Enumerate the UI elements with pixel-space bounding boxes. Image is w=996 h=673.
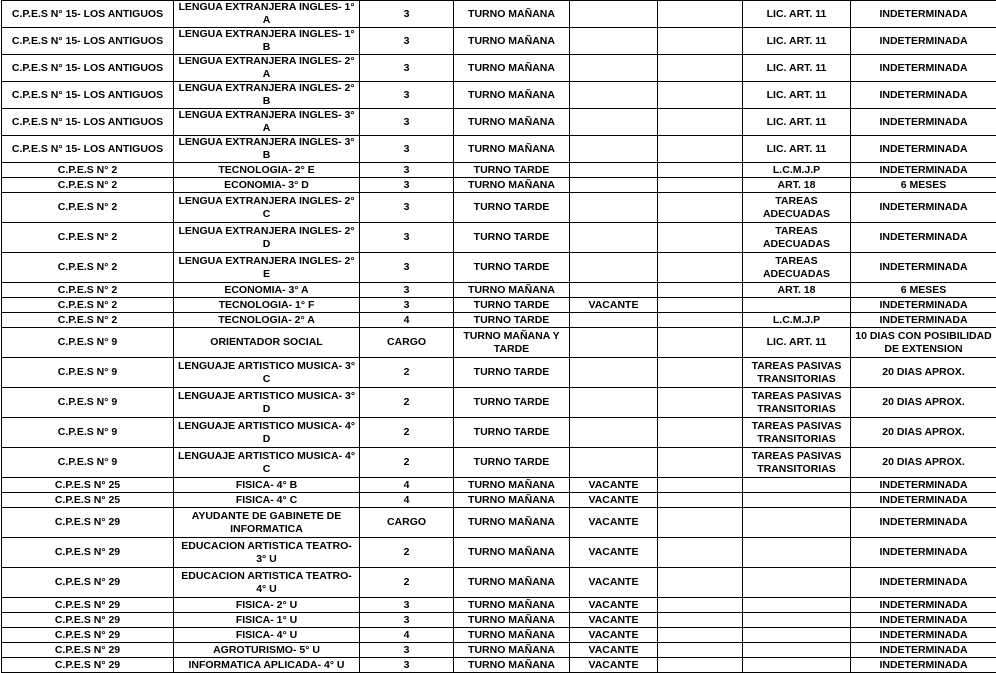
hours-cell: CARGO	[360, 328, 454, 358]
shift-cell: TURNO TARDE	[454, 388, 570, 418]
table-row	[2, 109, 996, 136]
duration-cell: INDETERMINADA	[851, 82, 996, 109]
subject-cell: LENGUAJE ARTISTICO MUSICA- 3° D	[174, 388, 360, 418]
table-row	[2, 568, 996, 598]
subject-cell: EDUCACION ARTISTICA TEATRO- 3° U	[174, 538, 360, 568]
subject-cell: LENGUAJE ARTISTICO MUSICA- 4° C	[174, 448, 360, 478]
reason-cell	[743, 508, 851, 538]
status-cell	[570, 82, 658, 109]
duration-cell: INDETERMINADA	[851, 1, 996, 28]
blank-cell	[658, 508, 743, 538]
blank-cell	[658, 448, 743, 478]
reason-cell	[743, 658, 851, 673]
hours-cell: 3	[360, 109, 454, 136]
shift-cell: TURNO MAÑANA	[454, 28, 570, 55]
subject-cell: FISICA- 2° U	[174, 598, 360, 613]
blank-cell	[658, 598, 743, 613]
status-cell: VACANTE	[570, 658, 658, 673]
reason-cell: ART. 18	[743, 283, 851, 298]
hours-cell: 4	[360, 628, 454, 643]
blank-cell	[658, 1, 743, 28]
hours-cell: 4	[360, 478, 454, 493]
subject-cell: LENGUA EXTRANJERA INGLES- 1° B	[174, 28, 360, 55]
status-cell	[570, 193, 658, 223]
status-cell	[570, 1, 658, 28]
subject-cell: FISICA- 4° B	[174, 478, 360, 493]
school-cell: C.P.E.S N° 2	[2, 283, 174, 298]
reason-cell: LIC. ART. 11	[743, 28, 851, 55]
blank-cell	[658, 328, 743, 358]
school-cell: C.P.E.S N° 25	[2, 478, 174, 493]
reason-cell: LIC. ART. 11	[743, 82, 851, 109]
hours-cell: 3	[360, 193, 454, 223]
table-row	[2, 658, 996, 673]
shift-cell: TURNO TARDE	[454, 358, 570, 388]
status-cell	[570, 253, 658, 283]
status-cell	[570, 55, 658, 82]
school-cell: C.P.E.S N° 29	[2, 568, 174, 598]
blank-cell	[658, 109, 743, 136]
status-cell: VACANTE	[570, 613, 658, 628]
hours-cell: 3	[360, 28, 454, 55]
hours-cell: 2	[360, 568, 454, 598]
school-cell: C.P.E.S N° 2	[2, 193, 174, 223]
shift-cell: TURNO MAÑANA	[454, 568, 570, 598]
shift-cell: TURNO TARDE	[454, 298, 570, 313]
status-cell	[570, 283, 658, 298]
hours-cell: 4	[360, 493, 454, 508]
blank-cell	[658, 55, 743, 82]
school-cell: C.P.E.S N° 15- LOS ANTIGUOS	[2, 55, 174, 82]
status-cell	[570, 388, 658, 418]
reason-cell: L.C.M.J.P	[743, 313, 851, 328]
shift-cell: TURNO TARDE	[454, 253, 570, 283]
status-cell: VACANTE	[570, 538, 658, 568]
table-row	[2, 163, 996, 178]
table-row	[2, 328, 996, 358]
blank-cell	[658, 493, 743, 508]
subject-cell: LENGUA EXTRANJERA INGLES- 2° D	[174, 223, 360, 253]
table-row	[2, 613, 996, 628]
reason-cell: LIC. ART. 11	[743, 55, 851, 82]
blank-cell	[658, 313, 743, 328]
reason-cell: TAREAS PASIVAS TRANSITORIAS	[743, 388, 851, 418]
school-cell: C.P.E.S N° 9	[2, 448, 174, 478]
duration-cell: INDETERMINADA	[851, 628, 996, 643]
duration-cell: INDETERMINADA	[851, 508, 996, 538]
school-cell: C.P.E.S N° 2	[2, 223, 174, 253]
subject-cell: TECNOLOGIA- 1° F	[174, 298, 360, 313]
reason-cell	[743, 478, 851, 493]
duration-cell: INDETERMINADA	[851, 109, 996, 136]
table-row	[2, 298, 996, 313]
subject-cell: LENGUA EXTRANJERA INGLES- 3° A	[174, 109, 360, 136]
reason-cell: TAREAS ADECUADAS	[743, 193, 851, 223]
school-cell: C.P.E.S N° 2	[2, 298, 174, 313]
status-cell	[570, 109, 658, 136]
shift-cell: TURNO MAÑANA	[454, 658, 570, 673]
school-cell: C.P.E.S N° 15- LOS ANTIGUOS	[2, 28, 174, 55]
duration-cell: INDETERMINADA	[851, 493, 996, 508]
blank-cell	[658, 298, 743, 313]
school-cell: C.P.E.S N° 29	[2, 598, 174, 613]
school-cell: C.P.E.S N° 2	[2, 178, 174, 193]
blank-cell	[658, 163, 743, 178]
status-cell	[570, 418, 658, 448]
reason-cell: TAREAS PASIVAS TRANSITORIAS	[743, 358, 851, 388]
duration-cell: INDETERMINADA	[851, 658, 996, 673]
blank-cell	[658, 643, 743, 658]
table-body	[2, 1, 996, 673]
subject-cell: AGROTURISMO- 5° U	[174, 643, 360, 658]
duration-cell: 20 DIAS APROX.	[851, 388, 996, 418]
blank-cell	[658, 418, 743, 448]
blank-cell	[658, 538, 743, 568]
shift-cell: TURNO TARDE	[454, 223, 570, 253]
hours-cell: 3	[360, 253, 454, 283]
shift-cell: TURNO MAÑANA	[454, 478, 570, 493]
reason-cell	[743, 568, 851, 598]
duration-cell: INDETERMINADA	[851, 613, 996, 628]
shift-cell: TURNO MAÑANA	[454, 109, 570, 136]
hours-cell: 3	[360, 223, 454, 253]
table-row	[2, 82, 996, 109]
table-row	[2, 508, 996, 538]
subject-cell: AYUDANTE DE GABINETE DE INFORMATICA	[174, 508, 360, 538]
reason-cell: LIC. ART. 11	[743, 328, 851, 358]
reason-cell: LIC. ART. 11	[743, 1, 851, 28]
vacancy-table	[1, 0, 996, 673]
shift-cell: TURNO MAÑANA	[454, 55, 570, 82]
blank-cell	[658, 136, 743, 163]
school-cell: C.P.E.S N° 29	[2, 643, 174, 658]
status-cell	[570, 178, 658, 193]
hours-cell: 3	[360, 136, 454, 163]
subject-cell: INFORMATICA APLICADA- 4° U	[174, 658, 360, 673]
table-row	[2, 493, 996, 508]
table-row	[2, 643, 996, 658]
duration-cell: INDETERMINADA	[851, 193, 996, 223]
school-cell: C.P.E.S N° 15- LOS ANTIGUOS	[2, 82, 174, 109]
status-cell: VACANTE	[570, 508, 658, 538]
shift-cell: TURNO MAÑANA	[454, 1, 570, 28]
school-cell: C.P.E.S N° 29	[2, 508, 174, 538]
reason-cell	[743, 298, 851, 313]
hours-cell: 2	[360, 448, 454, 478]
shift-cell: TURNO MAÑANA	[454, 82, 570, 109]
school-cell: C.P.E.S N° 15- LOS ANTIGUOS	[2, 136, 174, 163]
table-row	[2, 1, 996, 28]
subject-cell: FISICA- 4° U	[174, 628, 360, 643]
hours-cell: 3	[360, 1, 454, 28]
blank-cell	[658, 613, 743, 628]
subject-cell: TECNOLOGIA- 2° A	[174, 313, 360, 328]
duration-cell: 6 MESES	[851, 283, 996, 298]
shift-cell: TURNO MAÑANA	[454, 493, 570, 508]
blank-cell	[658, 388, 743, 418]
shift-cell: TURNO MAÑANA	[454, 283, 570, 298]
hours-cell: 2	[360, 388, 454, 418]
duration-cell: 20 DIAS APROX.	[851, 418, 996, 448]
shift-cell: TURNO TARDE	[454, 163, 570, 178]
hours-cell: 2	[360, 538, 454, 568]
school-cell: C.P.E.S N° 29	[2, 613, 174, 628]
duration-cell: INDETERMINADA	[851, 598, 996, 613]
table-row	[2, 193, 996, 223]
table-row	[2, 223, 996, 253]
duration-cell: INDETERMINADA	[851, 136, 996, 163]
table-row	[2, 178, 996, 193]
subject-cell: EDUCACION ARTISTICA TEATRO- 4° U	[174, 568, 360, 598]
status-cell	[570, 28, 658, 55]
blank-cell	[658, 358, 743, 388]
school-cell: C.P.E.S N° 15- LOS ANTIGUOS	[2, 109, 174, 136]
table-row	[2, 313, 996, 328]
hours-cell: 2	[360, 358, 454, 388]
hours-cell: 2	[360, 418, 454, 448]
shift-cell: TURNO MAÑANA	[454, 136, 570, 163]
school-cell: C.P.E.S N° 9	[2, 358, 174, 388]
hours-cell: 3	[360, 598, 454, 613]
reason-cell	[743, 643, 851, 658]
school-cell: C.P.E.S N° 25	[2, 493, 174, 508]
school-cell: C.P.E.S N° 9	[2, 388, 174, 418]
duration-cell: INDETERMINADA	[851, 538, 996, 568]
status-cell	[570, 223, 658, 253]
table-row	[2, 598, 996, 613]
school-cell: C.P.E.S N° 15- LOS ANTIGUOS	[2, 1, 174, 28]
blank-cell	[658, 223, 743, 253]
table-row	[2, 388, 996, 418]
subject-cell: LENGUA EXTRANJERA INGLES- 2° E	[174, 253, 360, 283]
status-cell: VACANTE	[570, 628, 658, 643]
reason-cell	[743, 628, 851, 643]
duration-cell: INDETERMINADA	[851, 313, 996, 328]
school-cell: C.P.E.S N° 2	[2, 163, 174, 178]
subject-cell: TECNOLOGIA- 2° E	[174, 163, 360, 178]
blank-cell	[658, 82, 743, 109]
status-cell: VACANTE	[570, 478, 658, 493]
subject-cell: LENGUA EXTRANJERA INGLES- 2° B	[174, 82, 360, 109]
subject-cell: LENGUA EXTRANJERA INGLES- 2° A	[174, 55, 360, 82]
reason-cell: L.C.M.J.P	[743, 163, 851, 178]
subject-cell: LENGUA EXTRANJERA INGLES- 3° B	[174, 136, 360, 163]
blank-cell	[658, 253, 743, 283]
subject-cell: ECONOMIA- 3° D	[174, 178, 360, 193]
school-cell: C.P.E.S N° 2	[2, 313, 174, 328]
reason-cell: ART. 18	[743, 178, 851, 193]
duration-cell: INDETERMINADA	[851, 568, 996, 598]
hours-cell: 3	[360, 163, 454, 178]
table-row	[2, 55, 996, 82]
hours-cell: 3	[360, 82, 454, 109]
duration-cell: 20 DIAS APROX.	[851, 358, 996, 388]
reason-cell: TAREAS ADECUADAS	[743, 253, 851, 283]
blank-cell	[658, 658, 743, 673]
shift-cell: TURNO MAÑANA	[454, 613, 570, 628]
table-row	[2, 538, 996, 568]
hours-cell: 3	[360, 298, 454, 313]
school-cell: C.P.E.S N° 29	[2, 538, 174, 568]
blank-cell	[658, 178, 743, 193]
status-cell: VACANTE	[570, 568, 658, 598]
blank-cell	[658, 568, 743, 598]
reason-cell	[743, 598, 851, 613]
status-cell: VACANTE	[570, 598, 658, 613]
table-row	[2, 136, 996, 163]
duration-cell: INDETERMINADA	[851, 223, 996, 253]
reason-cell: LIC. ART. 11	[743, 136, 851, 163]
blank-cell	[658, 28, 743, 55]
subject-cell: LENGUAJE ARTISTICO MUSICA- 3° C	[174, 358, 360, 388]
duration-cell: INDETERMINADA	[851, 163, 996, 178]
reason-cell	[743, 493, 851, 508]
blank-cell	[658, 628, 743, 643]
hours-cell: 3	[360, 55, 454, 82]
table-row	[2, 478, 996, 493]
shift-cell: TURNO TARDE	[454, 193, 570, 223]
duration-cell: 20 DIAS APROX.	[851, 448, 996, 478]
table-row	[2, 418, 996, 448]
shift-cell: TURNO TARDE	[454, 448, 570, 478]
duration-cell: 6 MESES	[851, 178, 996, 193]
table-row	[2, 628, 996, 643]
table-row	[2, 253, 996, 283]
subject-cell: LENGUA EXTRANJERA INGLES- 2° C	[174, 193, 360, 223]
school-cell: C.P.E.S N° 29	[2, 658, 174, 673]
hours-cell: 3	[360, 643, 454, 658]
table-row	[2, 358, 996, 388]
hours-cell: CARGO	[360, 508, 454, 538]
duration-cell: INDETERMINADA	[851, 298, 996, 313]
shift-cell: TURNO MAÑANA	[454, 508, 570, 538]
duration-cell: INDETERMINADA	[851, 55, 996, 82]
status-cell	[570, 136, 658, 163]
status-cell	[570, 163, 658, 178]
school-cell: C.P.E.S N° 9	[2, 328, 174, 358]
shift-cell: TURNO MAÑANA	[454, 178, 570, 193]
shift-cell: TURNO TARDE	[454, 418, 570, 448]
status-cell: VACANTE	[570, 643, 658, 658]
reason-cell: LIC. ART. 11	[743, 109, 851, 136]
blank-cell	[658, 478, 743, 493]
reason-cell: TAREAS PASIVAS TRANSITORIAS	[743, 448, 851, 478]
hours-cell: 3	[360, 658, 454, 673]
blank-cell	[658, 193, 743, 223]
subject-cell: LENGUAJE ARTISTICO MUSICA- 4° D	[174, 418, 360, 448]
reason-cell: TAREAS PASIVAS TRANSITORIAS	[743, 418, 851, 448]
school-cell: C.P.E.S N° 9	[2, 418, 174, 448]
hours-cell: 3	[360, 283, 454, 298]
school-cell: C.P.E.S N° 29	[2, 628, 174, 643]
table-row	[2, 28, 996, 55]
subject-cell: ORIENTADOR SOCIAL	[174, 328, 360, 358]
status-cell: VACANTE	[570, 298, 658, 313]
reason-cell	[743, 538, 851, 568]
subject-cell: LENGUA EXTRANJERA INGLES- 1° A	[174, 1, 360, 28]
shift-cell: TURNO MAÑANA Y TARDE	[454, 328, 570, 358]
table-row	[2, 448, 996, 478]
reason-cell	[743, 613, 851, 628]
status-cell	[570, 328, 658, 358]
shift-cell: TURNO TARDE	[454, 313, 570, 328]
duration-cell: INDETERMINADA	[851, 28, 996, 55]
blank-cell	[658, 283, 743, 298]
duration-cell: 10 DIAS CON POSIBILIDAD DE EXTENSION	[851, 328, 996, 358]
shift-cell: TURNO MAÑANA	[454, 628, 570, 643]
hours-cell: 4	[360, 313, 454, 328]
subject-cell: FISICA- 4° C	[174, 493, 360, 508]
reason-cell: TAREAS ADECUADAS	[743, 223, 851, 253]
subject-cell: ECONOMIA- 3° A	[174, 283, 360, 298]
subject-cell: FISICA- 1° U	[174, 613, 360, 628]
status-cell	[570, 313, 658, 328]
shift-cell: TURNO MAÑANA	[454, 643, 570, 658]
duration-cell: INDETERMINADA	[851, 478, 996, 493]
duration-cell: INDETERMINADA	[851, 643, 996, 658]
shift-cell: TURNO MAÑANA	[454, 538, 570, 568]
hours-cell: 3	[360, 613, 454, 628]
status-cell	[570, 448, 658, 478]
table-row	[2, 283, 996, 298]
shift-cell: TURNO MAÑANA	[454, 598, 570, 613]
hours-cell: 3	[360, 178, 454, 193]
duration-cell: INDETERMINADA	[851, 253, 996, 283]
status-cell	[570, 358, 658, 388]
school-cell: C.P.E.S N° 2	[2, 253, 174, 283]
status-cell: VACANTE	[570, 493, 658, 508]
